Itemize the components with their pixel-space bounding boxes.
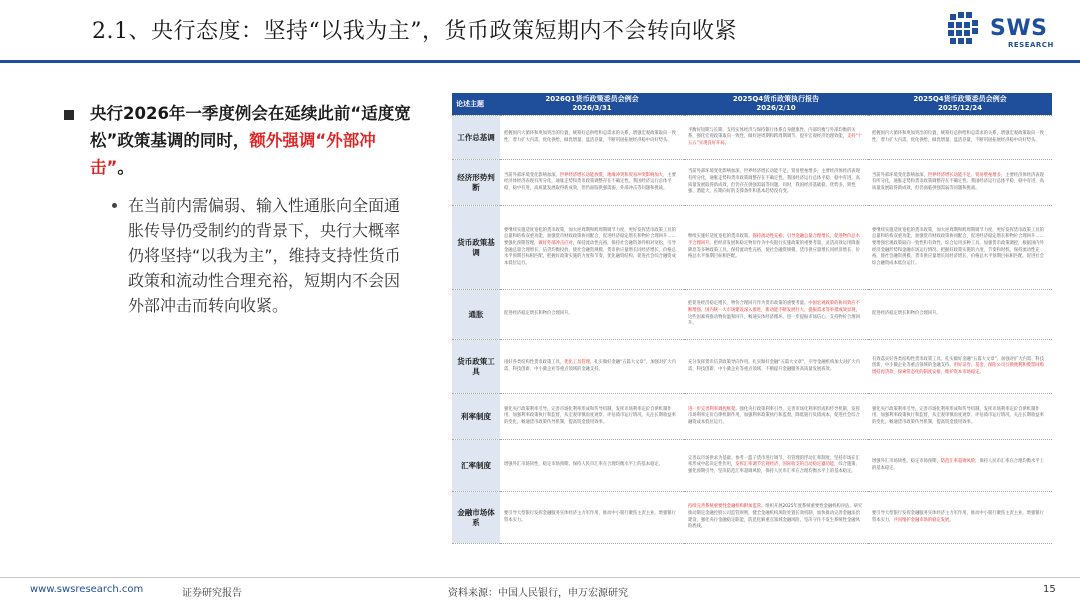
cell-text: 用好各类结构性货币政策工具， (504, 359, 565, 365)
cell-text: 把握国内大循环和更加突出的位置，统筹好总供给和总需求的关系，增强宏观政策取向一致性，着力扩大内需，优化供给，做优增量，盘活存量，不断巩固拓展经济稳中向好势头。 (872, 130, 1044, 143)
sws-logo-icon (946, 10, 986, 50)
table-cell (684, 206, 868, 290)
logo-subtext: RESEARCH (1008, 41, 1054, 49)
cell-highlight: 中国宏观政策的协同效应不断增强，国内统一大市场建设深入推进，新动能不断发展壮大，提振需求等举措成效显现 (688, 301, 860, 313)
cell-text: ，保持人民币汇率在合理均衡水平上的基本稳定。 (872, 458, 1044, 471)
cell-text: 当前外部环境变化影响加深， (504, 172, 560, 178)
table-cell (868, 340, 1052, 394)
cell-text: 增强外汇市场韧性，稳定市场预期，保持人民币汇率在合理均衡水平上的基本稳定。 (504, 462, 663, 468)
table-cell (684, 492, 868, 544)
cell-text: 促进经济稳定增长和物价合理回升。 (872, 311, 941, 317)
footer-label: 证券研究报告 (182, 588, 242, 599)
cell-highlight: 共同维护金融市场的稳定发展 (893, 517, 950, 523)
cell-text: 要引导大型银行发挥金融服务实体经济主力军作用，推动中小银行聚焦主责主业，增强银行资本实力， (872, 510, 1044, 523)
sws-logo (946, 10, 1066, 54)
table-cell (684, 440, 868, 492)
footer-divider (0, 577, 1080, 578)
key-point (62, 100, 414, 181)
column-header-topic: 论述主题 (452, 93, 500, 116)
cell-text: ，综合施策、强化预期引导，坚决防范汇率超调风险，保持人民币汇率在合理均衡水平上的基本稳定。 (688, 462, 860, 474)
cell-text: 。 (949, 517, 954, 523)
cell-text: 当前外部环境变化影响加深，世界经济增长动能不足，贸易壁垒增多，主要经济体经济表现有所分化，通胀走势和货币政策调整存在不确定性。我国经济运行总体平稳、稳中有进，高质量发展取得新成效，但仍存在供强需弱等问题，同时，我国经济基础稳、优势多、韧性强、潜能大，长期向好的支撑条件和基本趋势没有变。 (688, 169, 860, 195)
page-number: 15 (1043, 584, 1056, 595)
cell-highlight: 世界经济增长动能不足、贸易壁垒增多 (927, 172, 1001, 178)
table-row (452, 116, 1052, 160)
row-topic: 汇率制度 (452, 440, 500, 492)
policy-comparison-table (452, 93, 1052, 544)
cell-text: 有效落实好各类结构性货币政策工具，扎实做好金融“五篇大文章”，加强对扩大内需、科技创新、中小微企业等重点领域的金融支持。 (872, 356, 1045, 369)
table-header-row (452, 93, 1052, 116)
table-row (452, 206, 1052, 290)
table-cell (500, 160, 684, 206)
cell-highlight: 持续完善系统重要性金融机构附加监管 (688, 504, 762, 510)
column-header-2026q1: 2026Q1货币政策委员会例会 2026/3/31 (500, 93, 684, 116)
page-title: 2.1、央行态度：坚持“以我为主”，货币政策短期内不会转向收紧 (92, 19, 737, 44)
cell-text: 。 (979, 369, 984, 375)
table-cell (500, 206, 684, 290)
table-cell (684, 290, 868, 340)
cell-text: 完善以市场供求为基础、参考一篮子货币进行调节、有管理的浮动汇率制度，坚持市场在汇率形成中起决定性作用， (688, 455, 860, 468)
table-cell (868, 440, 1052, 492)
table-cell (500, 116, 684, 160)
cell-text: 要继续实施适度宽松的货币政策，加大逆周期和跨周期调节力度，更好发挥货币政策工具的总量和结构双重功能，加强货币财政政策协同配合，促进经济稳定增长和物价合理回升……要强化预期管理， (504, 227, 676, 246)
table-cell (500, 440, 684, 492)
cell-text: 。 (724, 140, 729, 146)
footer-source: 资料来源：中国人民银行，申万宏源研究 (448, 588, 628, 599)
table-row (452, 394, 1052, 440)
table-row (452, 340, 1052, 394)
table-cell (868, 116, 1052, 160)
table-row (452, 290, 1052, 340)
table-cell (684, 340, 868, 394)
cell-text: 。强化央行政策利率引导，完善市场化利率形成和传导机制，发挥市场利率定价自律机制作用，加强利率政策执行和监督，降低银行负债成本，促进社会综合融资成本低位运行。 (688, 406, 860, 425)
title-divider (0, 60, 1080, 63)
table-cell (500, 492, 684, 544)
table-row (452, 440, 1052, 492)
row-topic: 金融市场体系 (452, 492, 500, 544)
row-topic: 通胀 (452, 290, 500, 340)
table-cell (500, 340, 684, 394)
cell-text: ，扎实做好金融“五篇大文章”，加强对扩大内需、科技创新、中小微企业等重点领域的金融支持。 (504, 359, 677, 372)
key-point-text: 央行2026年一季度例会在延续此前“适度宽松”政策基调的同时， (90, 104, 411, 150)
cell-text: 把促进经济稳定增长、物价合理回升作为货币政策的重要考量。 (688, 301, 809, 307)
cell-text: 当前外部环境变化影响加深， (872, 172, 928, 178)
cell-text: 要引导大型银行发挥金融服务实体经济主力军作用，推动中小银行聚焦主责主业，增强银行资本实力。 (504, 510, 676, 523)
table-cell (868, 492, 1052, 544)
column-header-2025q4-meeting: 2025Q4货币政策委员会例会 2025/12/24 (868, 93, 1052, 116)
table-cell (500, 394, 684, 440)
cell-highlight: 保持流动性充裕，引导金融总量合理增长，促进物价总水平合理回升 (688, 234, 860, 246)
logo-text: SWS (990, 16, 1048, 41)
cell-highlight: 世界经济增长动能放缓，地缘冲突和贸易冲突影响加大 (559, 172, 663, 178)
cell-text: 。把经济发展和稳定物价作为中央银行实施政策的重要考量，灵活高效运用降准降息等多种政策工具，保持流动性充裕，使社会融资规模、货币供应量增长同经济增长、价格总水平预期目标相匹配。 (688, 240, 860, 260)
table-cell (868, 206, 1052, 290)
cell-highlight: 优化工具管理 (564, 359, 590, 365)
cell-text: 充分发挥货币信贷政策导向作用。扎实做好金融“五篇大文章”，引导金融机构加大对扩大内需、科技创新、中小微企业等重点领域、不断提升金融服务高质量发展质效。 (688, 359, 861, 372)
row-topic: 工作总基调 (452, 116, 500, 160)
cell-highlight: 发挥汇率调节宏观经济、国际收支的自动稳定器功能 (735, 462, 835, 468)
cell-text: 要继续实施适度宽松的货币政策，加大逆周期和跨周期调节力度，更好发挥货币政策工具的总量和结构双重功能，加强货币财政政策协同配合，促进经济稳定增长和物价合理回升……要增强宏观政策取向一致性和有效性，综合运用多种工具，加强货币政策调控，根据国内外经济金融形势和金融市场运行情况，把握好政策实施的力度、节奏和时机，保持流动性充裕，使社会融资规模、货币供应量增长同经济增长、价格总水平预期目标相匹配，促进社会综合融资成本低位运行。 (872, 227, 1044, 266)
row-topic: 货币政策工具 (452, 340, 500, 394)
sub-point-text: 在当前内需偏弱、输入性通胀向全面通胀传导仍受制约的背景下，央行大概率仍将坚持“以我为主”，维持支持性货币政策和流动性合理充裕，短期内不会因外部冲击而转向收紧。 (128, 196, 401, 315)
cell-text: 。组织开展2025年度系统重要性金融机构评估，研究推动制定金融控股公司监管规则，健全金融机构风险处置长效机制，加快推动完善金融法治建设，强化央行金融稳定职能，防范化解重点领域金融风险，坚决守住不发生系统性金融风险底线。 (688, 504, 863, 530)
table-cell (684, 394, 868, 440)
cell-text: 促进经济稳定增长和物价合理回升。 (504, 311, 573, 317)
cell-highlight: 用好证券、基金、保险公司互换便利和股票回购增持再贷款，探索常态化的制度安排，维护资本市场稳定 (872, 363, 1044, 375)
square-bullet-icon (64, 110, 74, 120)
sub-point (62, 193, 414, 318)
table-cell (868, 290, 1052, 340)
cell-text: ，保持流动性充裕，保持社会融资条件相对宽松，引导金融总量合理增长、信贷均衡投放，使社会融资规模、货币供应量增长同经济增长、价格总水平预期目标相匹配，把握好政策实施的力度和节奏，优化融资结构，促进社会综合融资成本低位运行。 (504, 240, 676, 266)
summary-panel (62, 100, 414, 318)
table-cell (684, 160, 868, 206)
cell-text: 强化央行政策利率引导，完善市场化利率形成和传导机制，发挥市场利率定价自律机制作用，加强利率政策执行和监督，从宏观审慎角度观察、评估债市运行情况，关注长期收益率的变化，畅通货币政策传导机制，提高资金使用效率。 (504, 406, 676, 425)
cell-text: ，主要经济体经济表现有所分化，通胀走势和货币政策调整存在不确定性。我国经济运行总体平稳、稳中有进，高质量发展取得新成效，但仍面临供强需弱，外部冲击等问题和挑战。 (504, 172, 676, 191)
table-cell (500, 290, 684, 340)
key-point-end: 。 (117, 158, 134, 177)
dot-bullet-icon (112, 203, 117, 208)
row-topic: 货币政策基调 (452, 206, 500, 290)
cell-highlight: 进一步完善利率调控框架 (688, 406, 736, 412)
table-cell (684, 116, 868, 160)
cell-text: 平衡好短期与长期、支持实体经济与保持银行体系自身健康性、内部均衡与外部均衡的关系，强化宏观政策取向一致性，做好逆周期和跨周期调节，提升宏观经济治理效能， (688, 127, 856, 140)
cell-text: 增强外汇市场韧性，稳定市场预期， (872, 458, 941, 464)
key-point-highlight: 额外强调“外部冲击” (90, 131, 376, 177)
column-header-2025q4-report: 2025Q4货币政策执行报告 2026/2/10 (684, 93, 868, 116)
row-topic: 经济形势判断 (452, 160, 500, 206)
table-row (452, 492, 1052, 544)
table-cell (868, 394, 1052, 440)
table-row (452, 160, 1052, 206)
cell-text: ，这些因素将推动物价温和回升，畅通实体经济循环，进一步提振市场信心、支持物价合理回升。 (688, 307, 860, 327)
table-cell (868, 160, 1052, 206)
cell-highlight: 做好外部冲击应对 (538, 240, 573, 246)
cell-highlight: 支持“十五五”实现良好开局 (688, 134, 863, 146)
cell-text: ，主要经济体经济表现有所分化，通胀走势和货币政策调整存在不确定性。我国经济运行总体平稳、稳中有进，高质量发展取得新成效，但仍面临供强需弱等问题和挑战。 (872, 172, 1044, 191)
footer-url[interactable]: www.swsresearch.com (30, 584, 144, 595)
cell-highlight: 防范汇率超调风险 (940, 458, 976, 464)
cell-text: 继续实施好适度宽松的货币政策。 (688, 234, 753, 240)
cell-text: 强化央行政策利率引导，完善市场化利率形成和传导机制，发挥市场利率定价自律机制作用，加强利率政策执行和监督，从宏观审慎角度观察、评估债市运行情况，关注长期收益率的变化，畅通货币政策传导机制，提高资金使用效率。 (872, 406, 1044, 425)
row-topic: 利率制度 (452, 394, 500, 440)
cell-text: 把握国内大循环和更加突出的位置，统筹好总供给和总需求的关系，增强宏观政策取向一致性，着力扩大内需，优化供给，做优增量，盘活存量，不断巩固拓展经济稳中向好势头。 (504, 130, 676, 143)
